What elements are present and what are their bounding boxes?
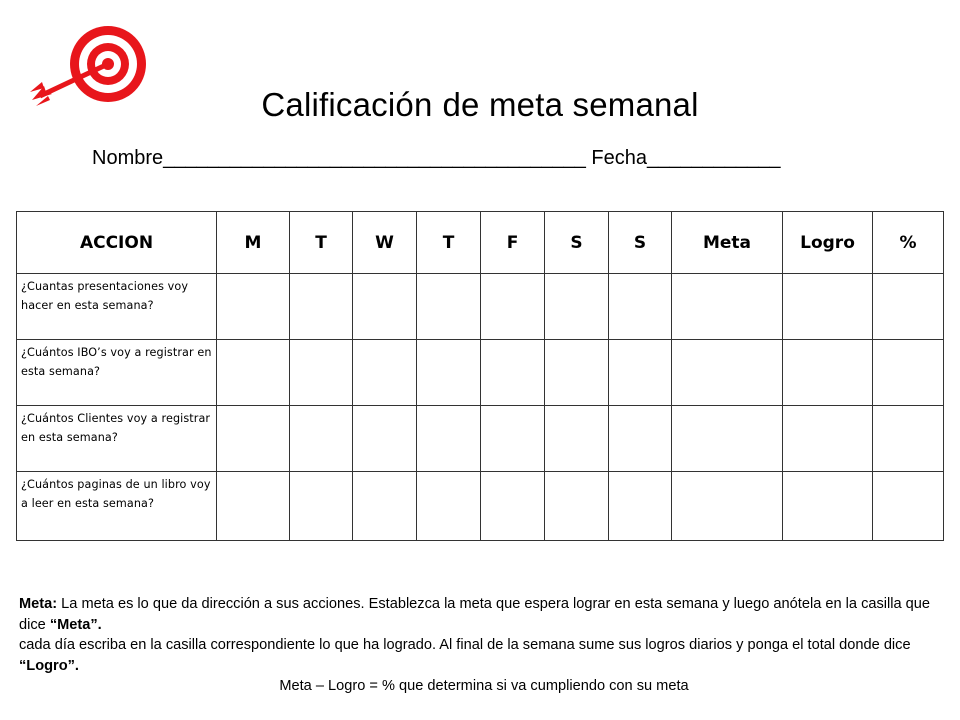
cell-meta[interactable] [672,340,783,406]
cell-tue[interactable] [290,472,353,541]
cell-percent[interactable] [873,472,944,541]
name-field[interactable]: ______________________________________ [163,147,586,169]
header-meta: Meta [672,212,783,274]
header-logro: Logro [783,212,873,274]
header-accion: ACCION [17,212,217,274]
cell-meta[interactable] [672,406,783,472]
formula-text: Meta – Logro = % que determina si va cumpliendo con su meta [279,678,689,694]
title-part-1: Calificación [261,86,433,123]
title-part-2: de meta semanal [442,86,699,123]
cell-thu[interactable] [417,274,481,340]
cell-wed[interactable] [353,472,417,541]
cell-tue[interactable] [290,406,353,472]
cell-fri[interactable] [481,472,545,541]
cell-logro[interactable] [783,274,873,340]
cell-tue[interactable] [290,340,353,406]
meta-quote: “Meta”. [49,616,102,633]
cell-wed[interactable] [353,340,417,406]
cell-wed[interactable] [353,274,417,340]
instructions [19,594,949,697]
table-row [17,406,944,472]
header-mon: M [217,212,290,274]
cell-sun[interactable] [609,472,672,541]
logro-text: cada día escriba en la casilla correspondiente lo que ha logrado. Al final de la semana sume sus logros diarios y ponga el total donde dice [19,637,911,653]
cell-percent[interactable] [873,406,944,472]
header-row [17,212,944,274]
cell-wed[interactable] [353,406,417,472]
cell-mon[interactable] [217,472,290,541]
header-percent: % [873,212,944,274]
cell-sun[interactable] [609,340,672,406]
table-row [17,340,944,406]
cell-logro[interactable] [783,340,873,406]
cell-fri[interactable] [481,274,545,340]
goal-table [16,211,944,541]
cell-meta[interactable] [672,274,783,340]
cell-sat[interactable] [545,274,609,340]
cell-sun[interactable] [609,406,672,472]
row-question: ¿Cuántos IBO’s voy a registrar en esta semana? [17,340,217,406]
row-question: ¿Cuántos Clientes voy a registrar en esta semana? [17,406,217,472]
cell-logro[interactable] [783,406,873,472]
table-row [17,472,944,541]
header-fri: F [481,212,545,274]
cell-meta[interactable] [672,472,783,541]
cell-mon[interactable] [217,406,290,472]
cell-percent[interactable] [873,274,944,340]
cell-thu[interactable] [417,406,481,472]
header-sat: S [545,212,609,274]
cell-thu[interactable] [417,472,481,541]
row-question: ¿Cuantas presentaciones voy hacer en esta semana? [17,274,217,340]
cell-sat[interactable] [545,472,609,541]
logro-quote: “Logro”. [19,657,79,674]
header-sun: S [609,212,672,274]
header-tue: T [290,212,353,274]
table-row [17,274,944,340]
meta-label: Meta: [19,596,58,612]
cell-sun[interactable] [609,274,672,340]
cell-sat[interactable] [545,340,609,406]
name-date-line [92,147,780,170]
cell-percent[interactable] [873,340,944,406]
cell-logro[interactable] [783,472,873,541]
meta-text: La meta es lo que da dirección a sus acciones. Establezca la meta que espera lograr en esta semana y luego anótela en la casilla que dice [19,596,931,633]
date-label: Fecha [591,147,647,169]
cell-fri[interactable] [481,406,545,472]
cell-fri[interactable] [481,340,545,406]
cell-tue[interactable] [290,274,353,340]
cell-sat[interactable] [545,406,609,472]
page-title [0,86,960,124]
header-thu: T [417,212,481,274]
header-wed: W [353,212,417,274]
row-question: ¿Cuántos paginas de un libro voy a leer en esta semana? [17,472,217,541]
date-field[interactable]: ____________ [646,147,781,169]
cell-mon[interactable] [217,340,290,406]
cell-thu[interactable] [417,340,481,406]
name-label: Nombre [92,147,164,169]
cell-mon[interactable] [217,274,290,340]
